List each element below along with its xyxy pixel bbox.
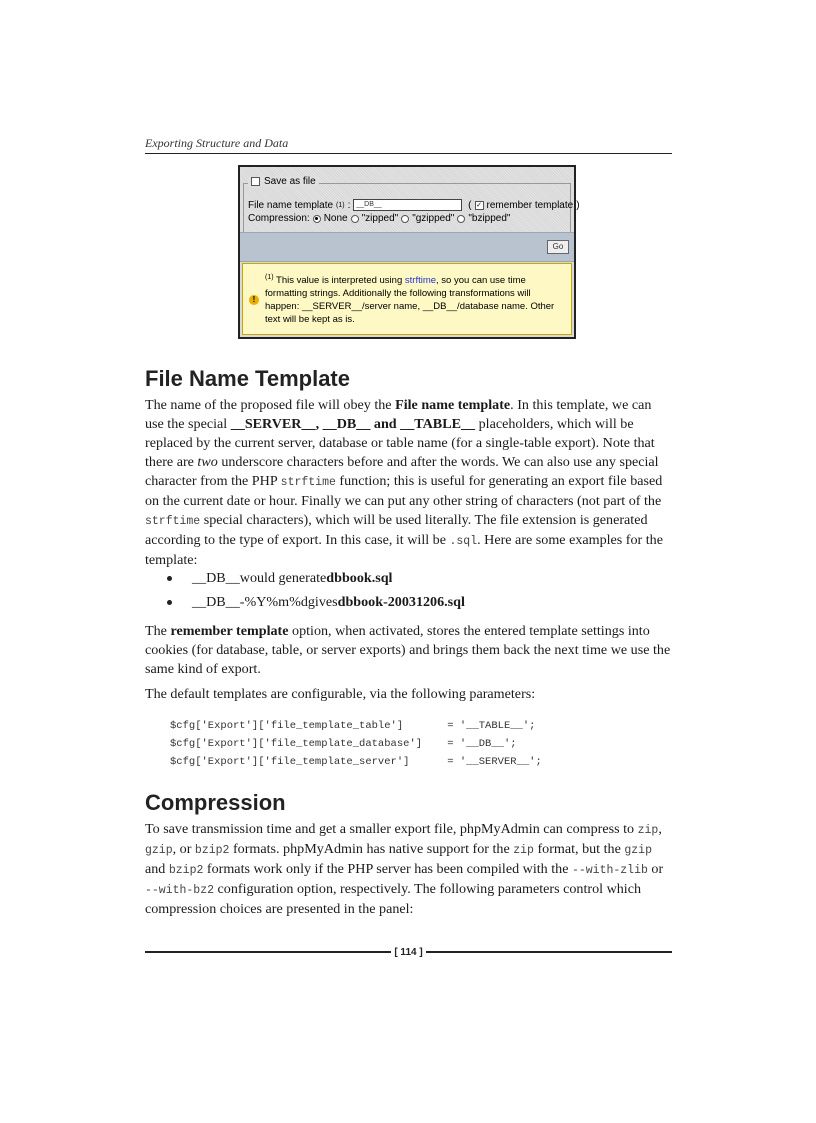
compression-bzipped-radio[interactable] bbox=[457, 215, 465, 223]
section-heading-compression: Compression bbox=[145, 790, 286, 815]
list-item: __DB__ would generate dbbook.sql bbox=[167, 566, 465, 590]
compression-gzipped-label: "gzipped" bbox=[412, 213, 455, 224]
section-heading-file-name-template: File Name Template bbox=[145, 366, 350, 391]
footer-rule-right bbox=[426, 951, 672, 953]
footnote-text: $^{(1)}$ This value is interpreted using strftime, so you can use time formatting strings. Additionally the following transformations will happen: __SERVER__/server name, __DB__/database name. Other text will be kept as is. bbox=[265, 274, 555, 326]
file-name-template-paragraph: The name of the proposed file will obey the File name template. In this template, we can use the special __SERVER__, __DB__ and __TABLE__ placeholders, which will be replaced by the current server, database or table name (for a single-table export). Note that there are two underscore characters before and after the words. We can also use any special character from the PHP strftime function; this is useful for generating an export file based on the current date or hour. Finally we can put any other string of characters (not part of the strftime special characters), which will be used literally. The file extension is generated according to the type of export. In this case, it will be .sql. Here are some examples for the template: bbox=[145, 397, 663, 568]
compression-none-radio[interactable] bbox=[313, 215, 321, 223]
footnote-box bbox=[242, 263, 572, 335]
file-name-template-input[interactable]: __DB__ bbox=[353, 199, 462, 211]
save-options-area bbox=[240, 167, 580, 232]
defaults-paragraph: The default templates are configurable, via the following parameters: bbox=[145, 686, 536, 702]
file-name-template-row: File name template (1) : __DB__ ( ✓ remember template ) bbox=[248, 199, 580, 211]
compression-zipped-radio[interactable] bbox=[351, 215, 359, 223]
file-name-template-label: File name template bbox=[248, 199, 334, 211]
strftime-link[interactable]: strftime bbox=[404, 275, 437, 287]
submit-bar bbox=[240, 232, 574, 262]
compression-paragraph: To save transmission time and get a smaller export file, phpMyAdmin can compress to zip, gzip, or bzip2 formats. phpMyAdmin has native support for the zip format, but the gzip and bzip2 formats work only if the PHP server has been compiled with the --with-zlib or --with-bz2 configuration option, respectively. The following parameters control which compression choices are presented in the panel: bbox=[145, 821, 664, 917]
compression-gzipped-radio[interactable] bbox=[401, 215, 409, 223]
warning-icon: ! bbox=[249, 295, 259, 305]
config-code-block bbox=[170, 717, 542, 771]
code-line: $cfg['Export']['file_template_server'] = '__SERVER__'; bbox=[170, 756, 542, 768]
compression-bzipped-label: "bzipped" bbox=[468, 213, 511, 224]
bullet-icon bbox=[167, 576, 172, 581]
export-panel-screenshot bbox=[238, 165, 580, 339]
bullet-icon bbox=[167, 600, 172, 605]
compression-none-label: None bbox=[323, 213, 348, 224]
page-number: [ 114 ] bbox=[394, 946, 423, 958]
compression-zipped-label: "zipped" bbox=[361, 213, 399, 224]
footer-rule-left bbox=[145, 951, 391, 953]
list-item: __DB__-%Y%m%d gives dbbook-20031206.sql bbox=[167, 590, 465, 614]
code-line: $cfg['Export']['file_template_table'] = '__TABLE__'; bbox=[170, 720, 536, 732]
running-header: Exporting Structure and Data bbox=[145, 136, 672, 154]
save-as-file-legend bbox=[248, 176, 319, 187]
compression-label: Compression: bbox=[248, 213, 310, 224]
footnote-marker: (1) bbox=[336, 201, 345, 209]
compression-row bbox=[248, 213, 510, 224]
template-examples-list bbox=[167, 566, 465, 614]
remember-template-label: remember template bbox=[486, 199, 574, 211]
remember-template-paragraph: The remember template option, when activated, stores the entered template settings into cookies (for database, table, or server exports) and brings them back the next time we use the same kind of export. bbox=[145, 623, 671, 677]
save-as-file-label: Save as file bbox=[264, 176, 316, 187]
save-as-file-checkbox[interactable] bbox=[251, 177, 260, 186]
remember-template-checkbox[interactable]: ✓ bbox=[476, 201, 482, 209]
code-line: $cfg['Export']['file_template_database'] = '__DB__'; bbox=[170, 738, 517, 750]
page-footer bbox=[145, 945, 672, 959]
go-button[interactable]: Go bbox=[547, 240, 569, 254]
